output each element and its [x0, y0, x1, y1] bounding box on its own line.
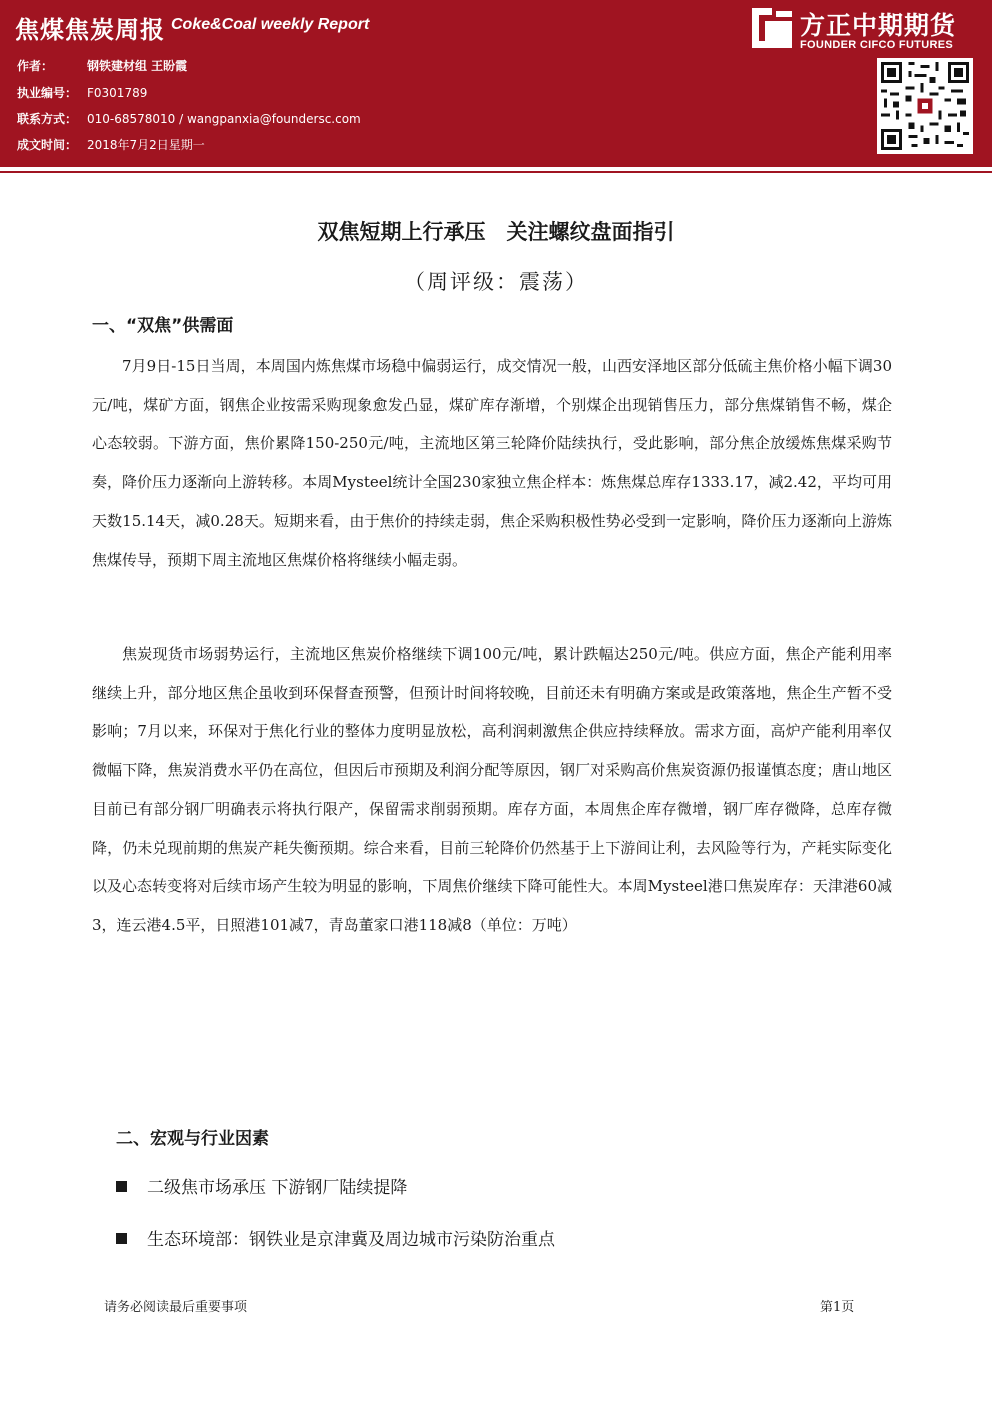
report-title: 双焦短期上行承压 关注螺纹盘面指引	[317, 220, 675, 244]
company-logo	[752, 6, 982, 54]
weekly-rating: （周评级：震荡）	[404, 270, 588, 294]
footer-disclaimer: 请务必阅读最后重要事项	[104, 1300, 248, 1315]
meta-date-label: 成文时间：	[17, 138, 78, 152]
report-name-en: Coke&Coal weekly Report	[171, 16, 370, 33]
meta-date	[17, 136, 205, 153]
meta-contact-label: 联系方式：	[17, 112, 78, 126]
list-item	[116, 1225, 555, 1250]
logo-text-cn: 方正中期期货	[800, 11, 957, 40]
meta-contact	[17, 110, 361, 127]
section1-paragraph-1: 7月9日-15日当周，本周国内炼焦煤市场稳中偏弱运行，成交情况一般，山西安泽地区部分低硫主焦价格小幅下调30元/吨，煤矿方面，钢焦企业按需采购现象愈发凸显，煤矿库存渐增，个别煤企出现销售压力，部分焦煤销售不畅，煤企心态较弱。下游方面，焦价累降150-250元/吨，主流地区第三轮降价陆续执行，受此影响，部分焦企放缓炼焦煤采购节奏，降价压力逐渐向上游转移。本周Mysteel统计全国230家独立焦企样本：炼焦煤总库存1333.17，减2.42，平均可用天数15.14天，减0.28天。短期来看，由于焦价的持续走弱，焦企采购积极性势必受到一定影响，降价压力逐渐向上游炼焦煤传导，预期下周主流地区焦煤价格将继续小幅走弱。	[92, 357, 892, 569]
meta-license-label: 执业编号：	[17, 86, 78, 100]
meta-license	[17, 84, 147, 101]
bullet-text: 二级焦市场承压 下游钢厂陆续提降	[147, 1178, 408, 1198]
meta-contact-value: 010-68578010 / wangpanxia@foundersc.com	[87, 112, 361, 126]
list-item	[116, 1173, 407, 1198]
meta-author-value: 钢铁建材组 王盼霞	[87, 59, 188, 73]
report-name-cn: 焦煤焦炭周报	[15, 16, 165, 44]
square-bullet-icon	[116, 1181, 127, 1192]
qr-code	[877, 58, 973, 154]
report-header-band	[0, 0, 992, 167]
page-number: 第1页	[820, 1300, 855, 1315]
meta-license-value: F0301789	[87, 86, 148, 100]
meta-author-label: 作者：	[17, 59, 54, 73]
meta-date-value: 2018年7月2日星期一	[87, 138, 205, 152]
square-bullet-icon	[116, 1233, 127, 1244]
header-divider	[0, 171, 992, 173]
section1-paragraph-2: 焦炭现货市场弱势运行，主流地区焦炭价格继续下调100元/吨，累计跌幅达250元/吨。供应方面，焦企产能利用率继续上升，部分地区焦企虽收到环保督查预警，但预计时间将较晚，目前还未有明确方案或是政策落地，焦企生产暂不受影响；7月以来，环保对于焦化行业的整体力度明显放松，高利润刺激焦企供应持续释放。需求方面，高炉产能利用率仅微幅下降，焦炭消费水平仍在高位，但因后市预期及利润分配等原因，钢厂对采购高价焦炭资源仍报谨慎态度；唐山地区目前已有部分钢厂明确表示将执行限产，保留需求削弱预期。库存方面，本周焦企库存微增，钢厂库存微降，总库存微降，仍未兑现前期的焦炭产耗失衡预期。综合来看，目前三轮降价仍然基于上下游间让利，去风险等行为，产耗实际变化以及心态转变将对后续市场产生较为明显的影响，下周焦价继续下降可能性大。本周Mysteel港口焦炭库存：天津港60减3，连云港4.5平，日照港101减7，青岛董家口港118减8（单位：万吨）	[92, 645, 892, 934]
logo-mark-icon	[752, 8, 792, 48]
qr-code-icon	[881, 62, 969, 150]
section2-heading: 二、宏观与行业因素	[116, 1129, 269, 1149]
bullet-text: 生态环境部：钢铁业是京津冀及周边城市污染防治重点	[147, 1230, 555, 1250]
logo-text-en: FOUNDER CIFCO FUTURES	[800, 39, 953, 51]
meta-author	[17, 57, 187, 74]
section1-heading: 一、“双焦”供需面	[92, 316, 234, 336]
